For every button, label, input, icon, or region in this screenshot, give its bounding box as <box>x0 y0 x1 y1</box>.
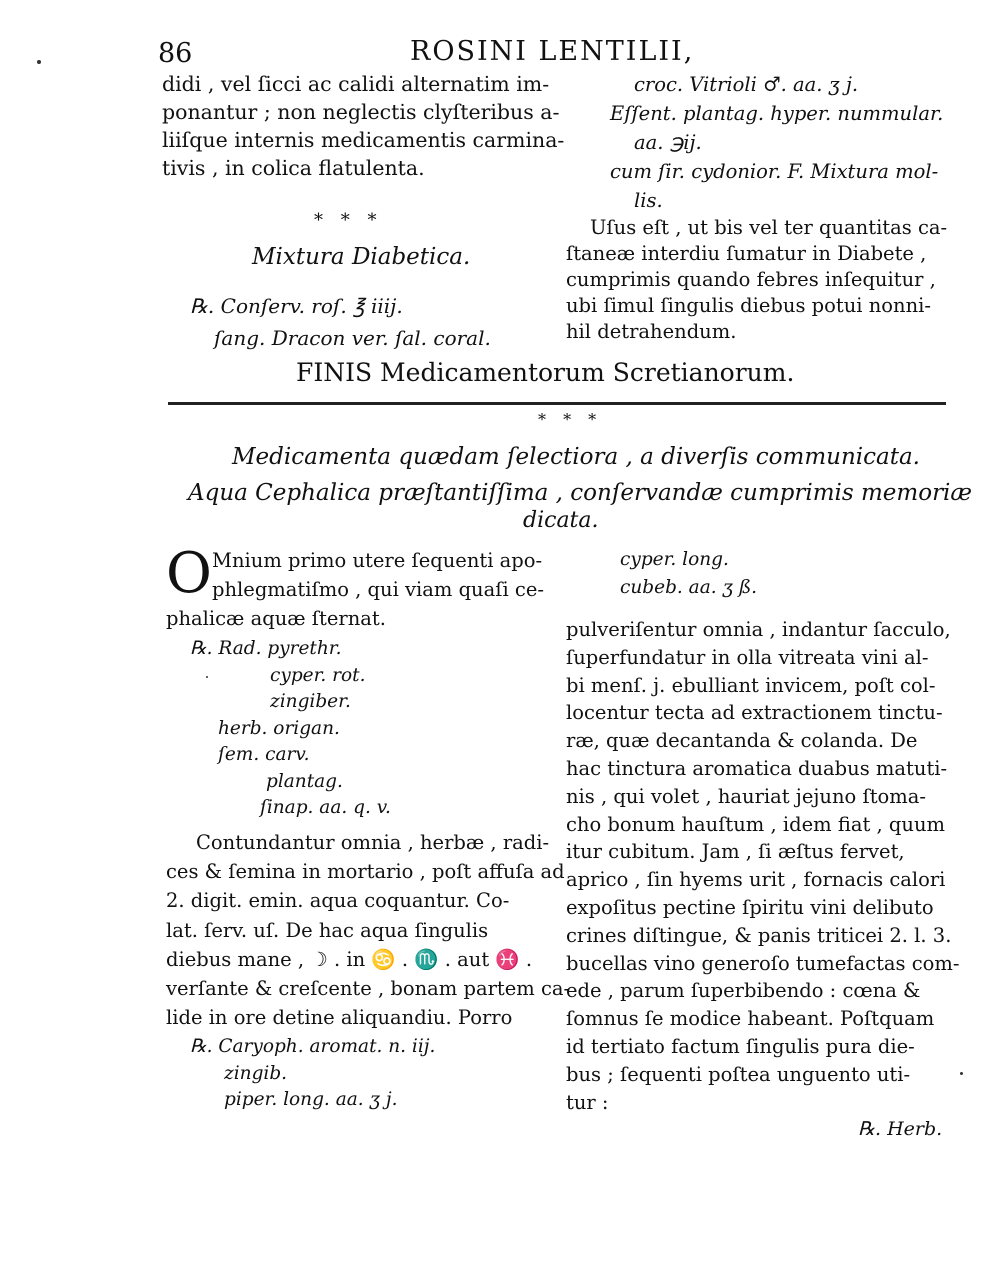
recipe-line: cubeb. aa. ʒ ß. <box>620 577 758 598</box>
margin-speck <box>960 1072 963 1075</box>
usus-paragraph <box>566 215 956 345</box>
intro-paragraph <box>166 541 556 633</box>
text-line: ſuperfundatur in olla vitreata vini al- <box>566 645 929 669</box>
recipe-line: croc. Vitrioli ♂. aa. ʒ j. <box>634 73 859 96</box>
text-line: aprico , ſin hyems urit , fornacis calori <box>566 868 946 892</box>
recipe-line: cum ſir. cydonior. F. Mixtura mol- <box>610 160 939 183</box>
recipe-line: aa. ℈ij. <box>634 131 702 154</box>
page-number: 86 <box>158 38 193 69</box>
recipe-list <box>190 1034 550 1114</box>
section-divider <box>168 402 946 405</box>
text-line: didi , vel ſicci ac calidi alternatim im- <box>162 72 550 96</box>
running-title: ROSINI LENTILII, <box>410 36 695 67</box>
text-line: crines diſtingue, & panis triticei 2. l. 3. <box>566 923 952 947</box>
section-title: Medicamenta quædam ſelectiora , a diverſis communicata. <box>232 444 920 470</box>
recipe-line: piper. long. aa. ʒ j. <box>224 1089 398 1110</box>
text-line: bucellas vino generoſo tumefactas com- <box>566 951 960 975</box>
recipe-line: zingiber. <box>270 691 351 712</box>
text-line: itur cubitum. Jam , ſi æſtus fervet, <box>566 840 905 864</box>
catchword: ℞. Herb. <box>858 1118 943 1140</box>
text-line: tur : <box>566 1090 609 1114</box>
section-subtitle: Aqua Cephalica præſtantiſſima , conſervandæ cumprimis memoriæ <box>188 480 973 506</box>
finis-line: FINIS Medicamentorum Scretianorum. <box>296 358 795 387</box>
text-line: lide in ore detine aliquandiu. Porro <box>166 1006 513 1030</box>
text-line: ces & ſemina in mortario , poſt affuſa ad <box>166 860 565 884</box>
text-line: diebus mane , ☽ . in ♋ . ♏ . aut ♓ . <box>166 947 533 971</box>
text-line: ede , parum ſuperbibendo : cœna & <box>566 979 921 1003</box>
recipe-line: herb. origan. <box>218 717 340 739</box>
recipe-line: ℞. Conſerv. roſ. ℥ iiij. <box>190 294 403 318</box>
recipe-heading: Mixtura Diabetica. <box>252 244 471 270</box>
recipe-line: ℞. Rad. pyrethr. <box>190 638 342 659</box>
recipe-line: cyper. long. <box>620 549 729 570</box>
text-line: Uſus eſt , ut bis vel ter quantitas ca- <box>590 216 948 239</box>
recipe-line: ℞. Caryoph. aromat. n. iij. <box>190 1036 436 1057</box>
recipe-line: lis. <box>634 189 663 212</box>
recipe-line: Eſſent. plantag. hyper. nummular. <box>610 102 944 125</box>
recipe-line: plantag. <box>266 770 343 792</box>
recipe-line: ſinap. aa. q. v. <box>260 797 391 818</box>
text-line: ræ, quæ decantanda & colanda. De <box>566 729 918 753</box>
text-line: phlegmatiſmo , qui viam quaſi ce- <box>212 578 544 601</box>
text-line: id tertiato factum ſingulis pura die- <box>566 1034 915 1058</box>
text-line: ſomnus ſe modice habeant. Poſtquam <box>566 1007 935 1031</box>
left-body-paragraph <box>166 828 571 1032</box>
text-line: verſante & creſcente , bonam partem ca- <box>166 977 571 1001</box>
text-line: lat. ſerv. uſ. De hac aqua ſingulis <box>166 918 489 942</box>
text-line: tivis , in colica flatulenta. <box>162 156 425 180</box>
text-line: cho bonum hauſtum , idem fiat , quum <box>566 812 945 836</box>
right-body-paragraph <box>566 616 960 1116</box>
recipe-list <box>620 546 940 602</box>
top-left-text <box>162 70 565 182</box>
text-line: nis , qui volet , hauriat jejuno ſtoma- <box>566 784 926 808</box>
text-line: phalicæ aquæ ſternat. <box>166 607 386 630</box>
margin-speck <box>37 60 41 64</box>
text-line: 2. digit. emin. aqua coquantur. Co- <box>166 889 510 913</box>
top-left-recipe <box>190 290 570 354</box>
text-line: cumprimis quando febres inſequitur , <box>566 268 936 291</box>
recipe-line: zingib. <box>224 1062 288 1084</box>
text-line: hac tinctura aromatica duabus matuti- <box>566 756 948 780</box>
text-line: ubi ſimul ſingulis diebus potui nonni- <box>566 294 931 317</box>
recipe-line: ſem. carv. <box>218 744 310 765</box>
recipe-line: ſang. Dracon ver. ſal. coral. <box>214 326 491 350</box>
text-line: Mnium primo utere ſequenti apo- <box>212 549 543 572</box>
recipe-line: cyper. rot. <box>270 664 366 686</box>
text-line: bus ; ſequenti poſtea unguento uti- <box>566 1062 911 1086</box>
text-line: bi menſ. j. ebulliant invicem, poſt col- <box>566 673 936 697</box>
text-line: pulveriſentur omnia , indantur ſacculo, <box>566 618 951 641</box>
asterism: * * * <box>538 410 603 429</box>
text-line: liiſque internis medicamentis carmina- <box>162 128 565 152</box>
top-right-recipe <box>610 70 955 215</box>
text-line: locentur tecta ad extractionem tinctu- <box>566 701 943 725</box>
text-line: ſtaneæ interdiu ſumatur in Diabete , <box>566 242 927 265</box>
text-line: hil detrahendum. <box>566 320 737 343</box>
text-line: expoſitus pectine ſpiritu vini delibuto <box>566 895 934 919</box>
text-line: ponantur ; non neglectis clyſteribus a- <box>162 100 560 124</box>
text-line: Contundantur omnia , herbæ , radi- <box>196 831 550 854</box>
asterism: * * * <box>314 210 383 231</box>
recipe-list <box>190 636 550 822</box>
drop-cap: O <box>166 541 212 606</box>
section-subtitle-end: dicata. <box>523 508 599 533</box>
